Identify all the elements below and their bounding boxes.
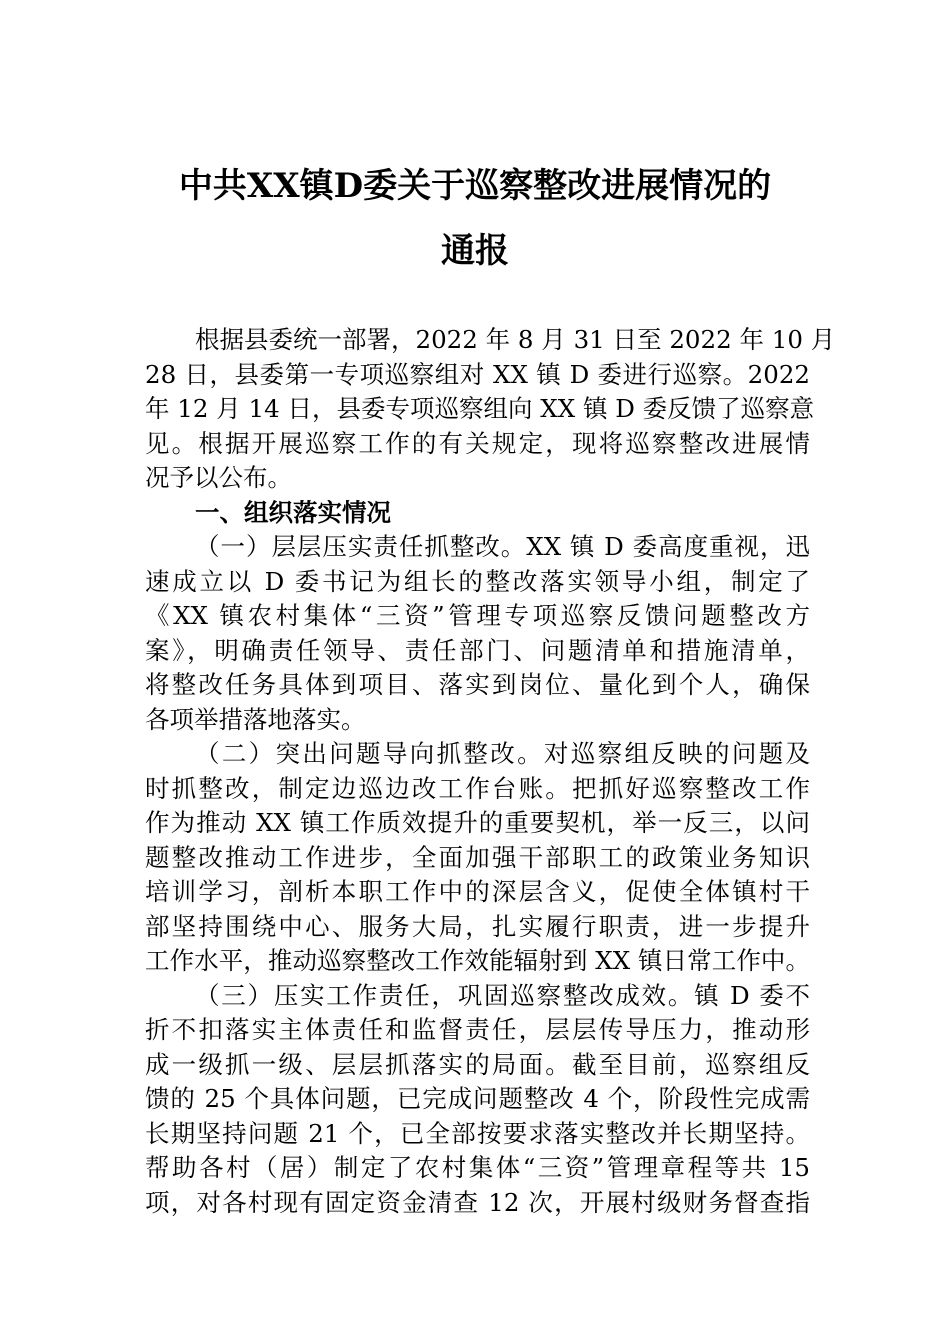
paragraph-line: 将整改任务具体到项目、落实到岗位、量化到个人，确保	[145, 670, 810, 699]
paragraph-line: 培训学习，剖析本职工作中的深层含义，促使全体镇村干	[145, 877, 810, 906]
paragraph-line: 成一级抓一级、层层抓落实的局面。截至目前，巡察组反	[145, 1049, 810, 1079]
paragraph-line: 案》，明确责任领导、责任部门、问题清单和措施清单，	[145, 635, 810, 665]
paragraph-line: 根据县委统一部署，2022 年 8 月 31 日至 2022 年 10 月	[195, 325, 836, 354]
paragraph-line: 《XX 镇农村集体“三资”管理专项巡察反馈问题整改方	[145, 601, 810, 630]
paragraph-line: 况予以公布。	[145, 463, 292, 492]
paragraph-line: 折不扣落实主体责任和监督责任，层层传导压力，推动形	[145, 1015, 810, 1044]
paragraph-line: （三）压实工作责任，巩固巡察整改成效。镇 D 委不	[195, 980, 810, 1010]
paragraph-line: 帮助各村（居）制定了农村集体“三资”管理章程等共 15	[145, 1153, 810, 1182]
document-title-line-2: 通报	[441, 231, 509, 271]
paragraph-line: 项，对各村现有固定资金清查 12 次，开展村级财务督查指	[145, 1187, 810, 1217]
document-title-line-1: 中共XX镇D委关于巡察整改进展情况的	[178, 166, 772, 206]
document-body	[145, 323, 836, 1220]
paragraph-line: 28 日，县委第一专项巡察组对 XX 镇 D 委进行巡察。2022	[145, 359, 810, 389]
paragraph-line: 工作水平，推动巡察整改工作效能辐射到 XX 镇日常工作中。	[145, 946, 810, 975]
paragraph-line: 速成立以 D 委书记为组长的整改落实领导小组，制定了	[145, 566, 810, 596]
paragraph-line: 长期坚持问题 21 个，已全部按要求落实整改并长期坚持。	[145, 1118, 810, 1148]
paragraph-line: （二）突出问题导向抓整改。对巡察组反映的问题及	[195, 739, 810, 768]
paragraph-line: 馈的 25 个具体问题，已完成问题整改 4 个，阶段性完成需	[145, 1084, 810, 1113]
paragraph-line: 部坚持围绕中心、服务大局，扎实履行职责，进一步提升	[145, 911, 810, 941]
paragraph-line: 作为推动 XX 镇工作质效提升的重要契机，举一反三，以问	[145, 808, 810, 837]
paragraph-line: 各项举措落地落实。	[145, 704, 366, 734]
paragraph-line: 题整改推动工作进步，全面加强干部职工的政策业务知识	[145, 842, 810, 872]
paragraph-line: 年 12 月 14 日，县委专项巡察组向 XX 镇 D 委反馈了巡察意	[145, 394, 815, 423]
section-heading: 一、组织落实情况	[195, 497, 391, 527]
paragraph-line: 见。根据开展巡察工作的有关规定，现将巡察整改进展情	[145, 428, 810, 458]
paragraph-line: 时抓整改，制定边巡边改工作台账。把抓好巡察整改工作	[145, 773, 810, 803]
paragraph-line: （一）层层压实责任抓整改。XX 镇 D 委高度重视，迅	[195, 532, 810, 561]
